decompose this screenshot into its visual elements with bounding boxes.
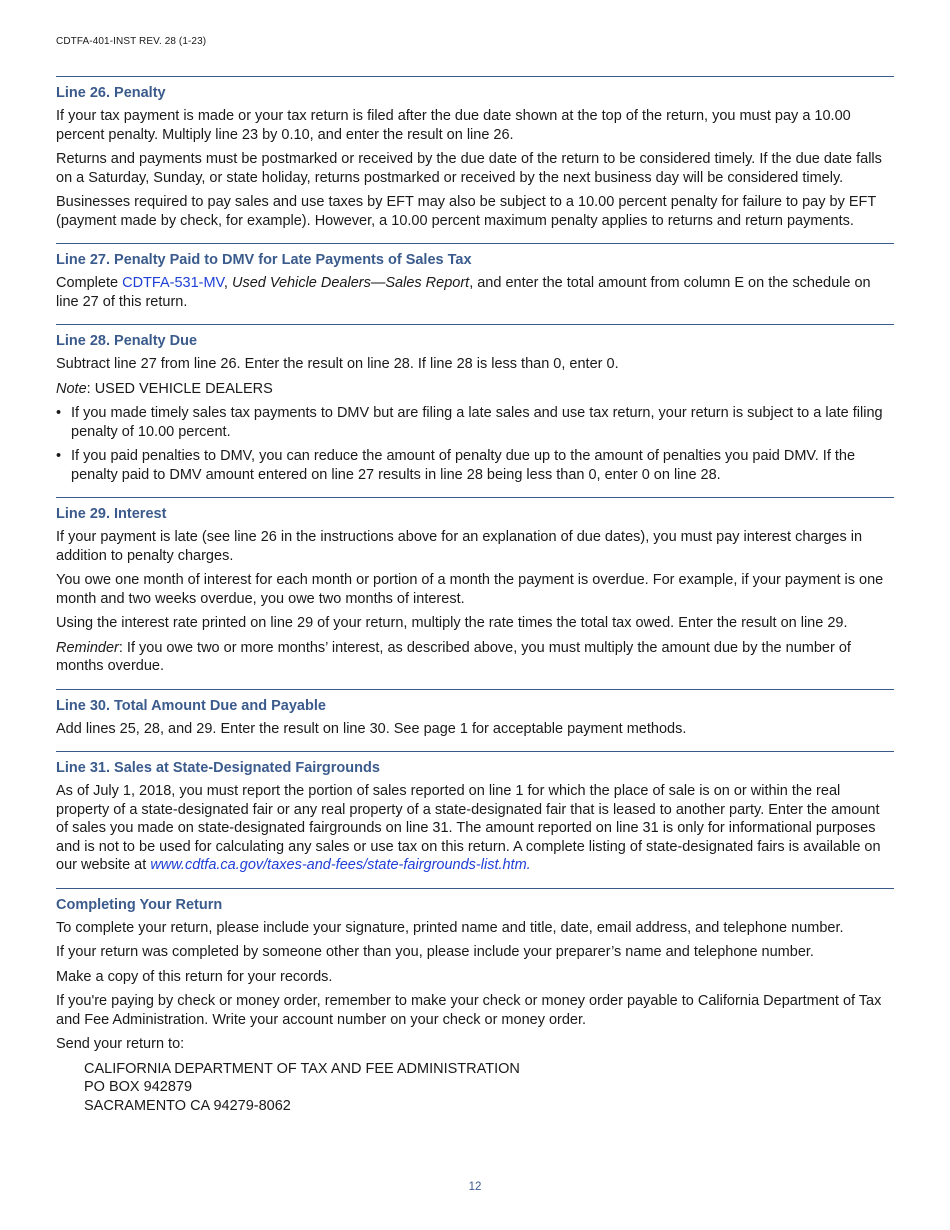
paragraph: Add lines 25, 28, and 29. Enter the result on line 30. See page 1 for acceptable payment methods. bbox=[56, 720, 687, 737]
address-line: CALIFORNIA DEPARTMENT OF TAX AND FEE ADMINISTRATION bbox=[84, 1060, 520, 1077]
paragraph: If your return was completed by someone other than you, please include your preparer’s name and telephone number. bbox=[56, 944, 814, 960]
paragraph: As of July 1, 2018, you must report the portion of sales reported on line 1 for which the place of sale is on or within the real property of a state-designated fair or any real property of a state-designated fair that is leased to another party. Enter the amount of sales you made on state-designated fairgrounds on line 31. The amount reported on line 31 is only for informational purposes and is not to be used for calculating any sales or use tax on this return. A complete listing of state-designated fairs is available on our website at www.cdtfa.ca.gov/taxes-and-fees/state-fairgrounds-list.htm. bbox=[56, 783, 881, 873]
section-line-29 bbox=[56, 497, 894, 689]
section-title: Line 30. Total Amount Due and Payable bbox=[56, 697, 326, 714]
section-line-26 bbox=[56, 76, 894, 243]
mailing-address bbox=[84, 1060, 894, 1116]
paragraph: Using the interest rate printed on line 29 of your return, multiply the rate times the total tax owed. Enter the result on line 29. bbox=[56, 615, 848, 631]
section-title: Line 29. Interest bbox=[56, 506, 167, 522]
instructions-content bbox=[56, 76, 894, 1122]
page-number: 12 bbox=[468, 1181, 482, 1193]
list-item: • If you made timely sales tax payments to DMV but are filing a late sales and use tax return, your return is subject to a late filing penalty of 10.00 percent. bbox=[56, 404, 894, 441]
paragraph: Subtract line 27 from line 26. Enter the result on line 28. If line 28 is less than 0, enter 0. bbox=[56, 356, 619, 372]
section-title: Line 31. Sales at State-Designated Fairgrounds bbox=[56, 760, 380, 776]
section-line-27 bbox=[56, 243, 894, 324]
paragraph: Returns and payments must be postmarked or received by the due date of the return to be considered timely. If the due date falls on a Saturday, Sunday, or state holiday, returns postmarked or received by the next business day will be considered timely. bbox=[56, 151, 882, 186]
paragraph: If your tax payment is made or your tax return is filed after the due date shown at the top of the return, you must pay a 10.00 percent penalty. Multiply line 23 by 0.10, and enter the result on line 26. bbox=[56, 108, 851, 143]
section-completing-return bbox=[56, 888, 894, 1123]
list-item: • If you paid penalties to DMV, you can reduce the amount of penalty due up to the amount of penalties you paid DMV. If the penalty paid to DMV amount entered on line 27 results in line 28 being less than 0, enter 0 on line 28. bbox=[56, 447, 894, 484]
section-title: Line 27. Penalty Paid to DMV for Late Payments of Sales Tax bbox=[56, 252, 472, 268]
form-title: Used Vehicle Dealers—Sales Report bbox=[231, 275, 470, 291]
section-line-28 bbox=[56, 324, 894, 497]
paragraph: Complete CDTFA-531-MV, Used Vehicle Dealers—Sales Report, and enter the total amount from column E on the schedule on line 27 of this return. bbox=[56, 275, 871, 310]
paragraph: Businesses required to pay sales and use taxes by EFT may also be subject to a 10.00 percent penalty for failure to pay by EFT (payment made by check, for example). However, a 10.00 percent maximum penalty applies to returns and return payments. bbox=[56, 194, 876, 229]
section-line-31 bbox=[56, 751, 894, 888]
form-revision-id: CDTFA-401-INST REV. 28 (1-23) bbox=[56, 36, 207, 47]
note: Note: USED VEHICLE DEALERS bbox=[56, 380, 273, 397]
section-title: Line 28. Penalty Due bbox=[56, 333, 198, 349]
reminder-label: Reminder bbox=[56, 639, 119, 656]
form-cdtfa-531-mv-link[interactable]: CDTFA-531-MV bbox=[122, 275, 224, 291]
fairgrounds-list-link[interactable]: www.cdtfa.ca.gov/taxes-and-fees/state-fairgrounds-list.htm. bbox=[150, 857, 531, 873]
reminder: Reminder: If you owe two or more months’ interest, as described above, you must multiply the amount due by the number of months overdue. bbox=[56, 639, 851, 674]
paragraph: Send your return to: bbox=[56, 1036, 185, 1052]
paragraph: If your payment is late (see line 26 in the instructions above for an explanation of due dates), you must pay interest charges in addition to penalty charges. bbox=[56, 529, 863, 564]
section-title: Completing Your Return bbox=[56, 896, 223, 913]
section-title: Line 26. Penalty bbox=[56, 85, 166, 101]
address-line: PO BOX 942879 bbox=[84, 1079, 193, 1095]
paragraph: If you're paying by check or money order, remember to make your check or money order payable to California Department of Tax and Fee Administration. Write your account number on your check or money order. bbox=[56, 993, 882, 1028]
paragraph: To complete your return, please include your signature, printed name and title, date, email address, and telephone number. bbox=[56, 919, 844, 936]
section-line-30 bbox=[56, 689, 894, 752]
paragraph: Make a copy of this return for your records. bbox=[56, 968, 333, 985]
bullet-list bbox=[56, 404, 894, 484]
note-label: Note bbox=[56, 380, 87, 397]
address-line: SACRAMENTO CA 94279-8062 bbox=[84, 1097, 291, 1114]
paragraph: You owe one month of interest for each month or portion of a month the payment is overdue. For example, if your payment is one month and two weeks overdue, you owe two months of interest. bbox=[56, 572, 884, 607]
